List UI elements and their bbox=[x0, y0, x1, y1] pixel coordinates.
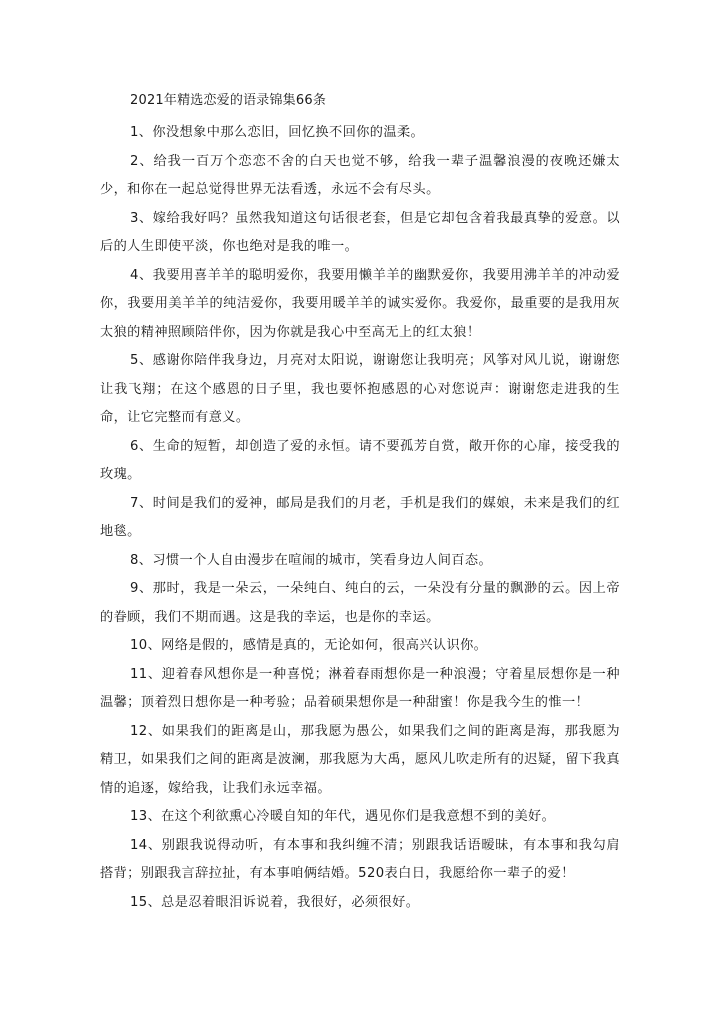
paragraph-1: 1、你没想象中那么恋旧，回忆换不回你的温柔。 bbox=[130, 125, 425, 140]
paragraph-6: 6、生命的短暂，却创造了爱的永恒。请不要孤芳自赏，敞开你的心扉，接受我的玫瑰。 bbox=[100, 438, 620, 482]
paragraph-13: 13、在这个利欲熏心冷暖自知的年代，遇见你们是我意想不到的美好。 bbox=[130, 809, 556, 824]
paragraph-15: 15、总是忍着眼泪诉说着，我很好，必须很好。 bbox=[130, 894, 420, 910]
paragraph-7: 7、时间是我们的爱神，邮局是我们的月老，手机是我们的媒娘，未来是我们的红地毯。 bbox=[100, 495, 620, 539]
paragraph-8: 8、习惯一个人自由漫步在喧闹的城市，笑看身边人间百态。 bbox=[130, 552, 493, 568]
paragraph-11: 11、迎着春风想你是一种喜悦；淋着春雨想你是一种浪漫；守着星辰想你是一种温馨；顶着烈日想你是一种考验；品着硕果想你是一种甜蜜！你是我今生的惟一！ bbox=[100, 666, 620, 710]
paragraph-5: 5、感谢你陪伴我身边，月亮对太阳说，谢谢您让我明亮；风筝对风儿说，谢谢您让我飞翔；在这个感恩的日子里，我也要怀抱感恩的心对您说声：谢谢您走进我的生命，让它完整而有意义。 bbox=[100, 353, 620, 425]
document-page bbox=[100, 92, 620, 917]
paragraph-3: 3、嫁给我好吗？虽然我知道这句话很老套，但是它却包含着我最真挚的爱意。以后的人生即使平淡，你也绝对是我的唯一。 bbox=[100, 210, 620, 254]
paragraph-14: 14、别跟我说得动听，有本事和我纠缠不清；别跟我话语暧昧，有本事和我勾肩搭背；别跟我言辞拉扯，有本事咱俩结婚。520表白日，我愿给你一辈子的爱！ bbox=[100, 837, 620, 881]
paragraph-9: 9、那时，我是一朵云，一朵纯白、纯白的云，一朵没有分量的飘渺的云。因上帝的眷顾，我们不期而遇。这是我的幸运，也是你的幸运。 bbox=[100, 581, 620, 625]
paragraph-12: 12、如果我们的距离是山，那我愿为愚公，如果我们之间的距离是海，那我愿为精卫，如果我们之间的距离是波澜，那我愿为大禹，愿风儿吹走所有的迟疑，留下我真情的追逐，嫁给我，让我们永远幸福。 bbox=[100, 723, 620, 796]
paragraph-10: 10、网络是假的，感情是真的，无论如何，很高兴认识你。 bbox=[130, 638, 488, 653]
paragraph-2: 2、给我一百万个恋恋不舍的白天也觉不够，给我一辈子温馨浪漫的夜晚还嫌太少，和你在一起总觉得世界无法看透，永远不会有尽头。 bbox=[100, 153, 620, 197]
paragraph-4: 4、我要用喜羊羊的聪明爱你，我要用懒羊羊的幽默爱你，我要用沸羊羊的冲动爱你，我要用美羊羊的纯洁爱你，我要用暖羊羊的诚实爱你。我爱你，最重要的是我用灰太狼的精神照顾陪伴你，因为你就是我心中至高无上的红太狼！ bbox=[100, 267, 620, 340]
document-title: 2021年精选恋爱的语录锦集66条 bbox=[130, 93, 327, 108]
